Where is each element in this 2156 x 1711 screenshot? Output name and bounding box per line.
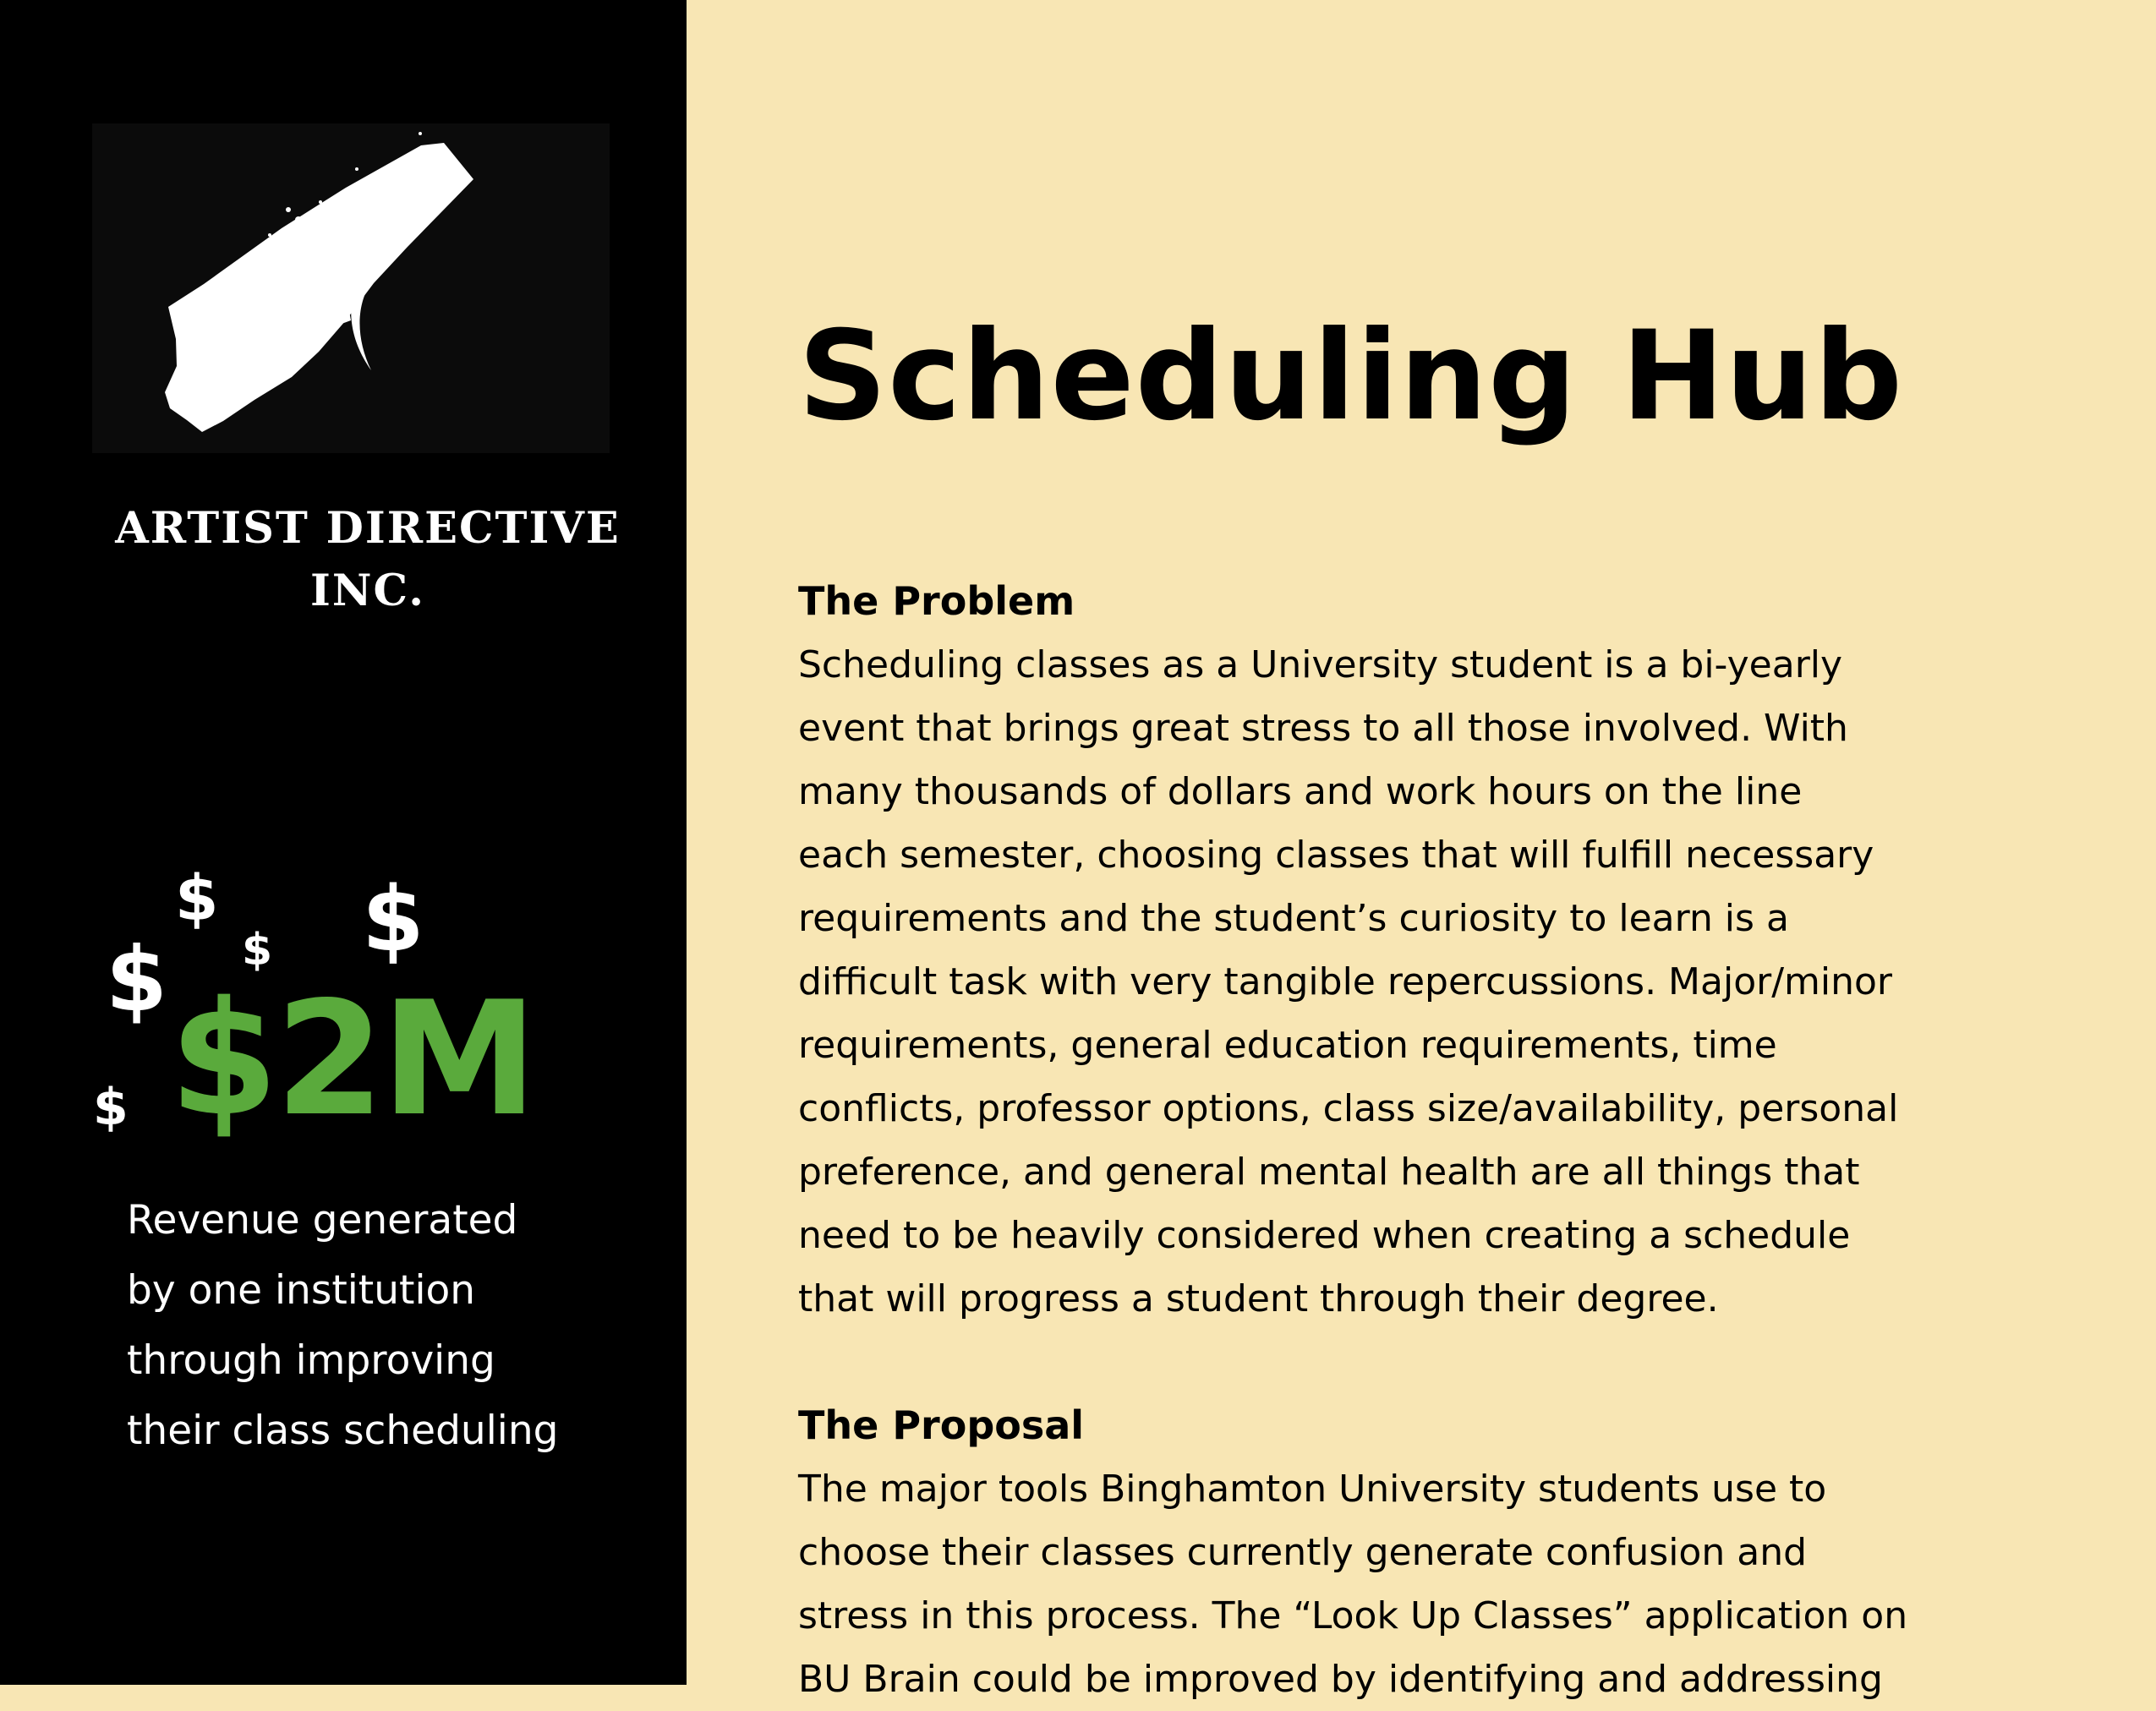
- body-text-line: Scheduling classes as a University student is a bi-yearly: [798, 643, 1843, 686]
- dollar-sign-icon: $: [242, 925, 273, 976]
- dollar-sign-icon: $: [362, 867, 424, 971]
- section-heading: The Proposal: [798, 1402, 1085, 1448]
- dollar-sign-icon: $: [175, 862, 219, 935]
- body-text-line: preference, and general mental health are all things that: [798, 1151, 1860, 1194]
- proposal-section: [798, 1394, 2033, 1711]
- stat-caption-line: by one institution: [127, 1267, 476, 1314]
- body-text-line: event that brings great stress to all those involved. With: [798, 707, 1848, 750]
- body-text-line: stress in this process. The “Look Up Classes” application on: [798, 1594, 1908, 1637]
- page-title: Scheduling Hub: [798, 304, 1904, 448]
- body-text-line: The major tools Binghamton University students use to: [798, 1468, 1827, 1511]
- body-text-line: requirements, general education requirements, time: [798, 1024, 1777, 1067]
- main-content: [798, 0, 2016, 1701]
- company-logo: [92, 123, 610, 453]
- revenue-stat-value: $2M: [169, 967, 534, 1151]
- revenue-stat-caption: [127, 1185, 651, 1466]
- dollar-sign-icon: $: [93, 1078, 129, 1137]
- company-name-line-2: INC.: [310, 566, 425, 616]
- dollar-sign-icon: $: [106, 928, 168, 1031]
- body-text-line: need to be heavily considered when creating a schedule: [798, 1214, 1851, 1257]
- body-text-line: conflicts, professor options, class size/availability, personal: [798, 1087, 1899, 1130]
- sidebar: [0, 0, 687, 1685]
- problem-section: [798, 570, 2033, 1331]
- stat-caption-line: their class scheduling: [127, 1408, 559, 1454]
- body-text-line: many thousands of dollars and work hours on the line: [798, 770, 1803, 813]
- stat-caption-line: through improving: [127, 1337, 495, 1384]
- brush-letter-a-logo-icon: [92, 123, 610, 453]
- stat-caption-line: Revenue generated: [127, 1197, 518, 1244]
- body-text-line: each semester, choosing classes that will fulfill necessary: [798, 834, 1874, 877]
- body-text-line: requirements and the student’s curiosity to learn is a: [798, 897, 1789, 940]
- section-heading: The Problem: [798, 578, 1075, 624]
- body-text-line: choose their classes currently generate confusion and: [798, 1531, 1808, 1574]
- body-text-line: that will progress a student through their degree.: [798, 1277, 1719, 1320]
- body-text-line: difficult task with very tangible repercussions. Major/minor: [798, 960, 1893, 1003]
- company-name: [0, 497, 736, 622]
- company-name-line-1: ARTIST DIRECTIVE: [115, 503, 621, 554]
- body-text-line: BU Brain could be improved by identifying and addressing: [798, 1658, 1883, 1701]
